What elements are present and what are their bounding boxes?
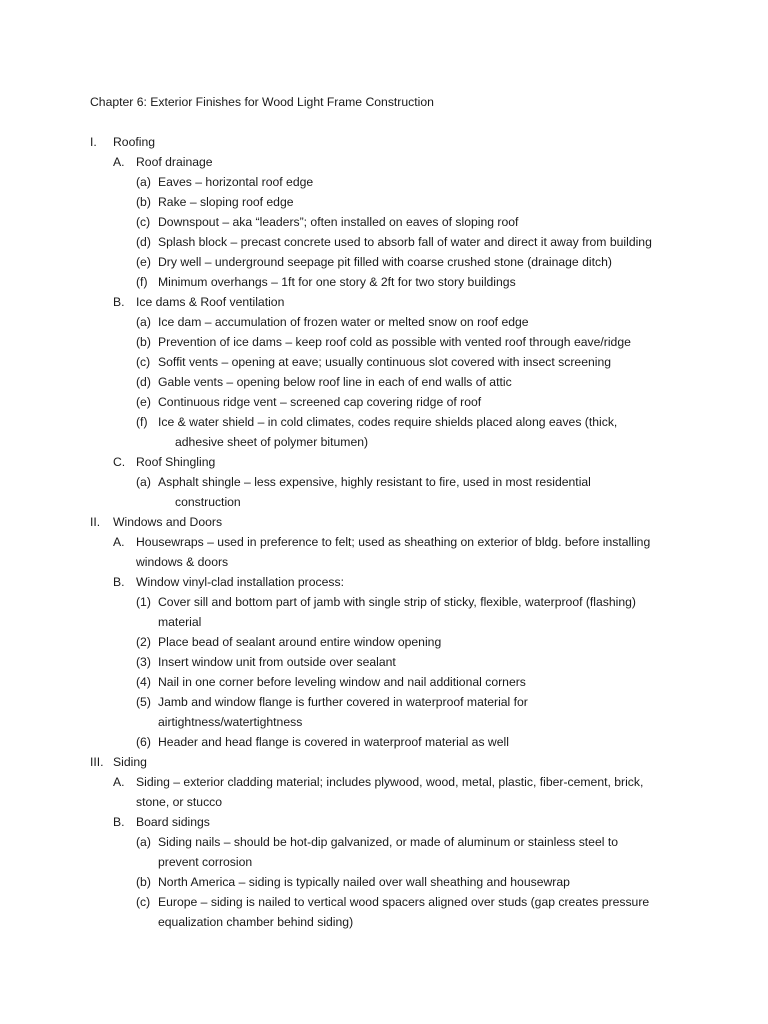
section-heading [0,512,768,532]
list-item [0,732,768,752]
list-item-text-continued: prevent corrosion [158,855,253,869]
subsection-label: Roof Shingling [136,455,216,469]
list-item-text: Nail in one corner before leveling window and nail additional corners [158,675,526,689]
list-item-text: Header and head flange is covered in waterproof material as well [158,735,509,749]
list-item-text: Jamb and window flange is further covered in waterproof material for [158,695,528,709]
outline-list [0,132,768,932]
list-item-continuation [0,432,768,452]
list-item-marker: (a) [136,835,151,849]
subsection-label-continued: windows & doors [136,555,229,569]
section-marker: III. [90,755,104,769]
list-item [0,352,768,372]
list-item-marker: (a) [136,175,151,189]
list-item-text: Insert window unit from outside over sealant [158,655,396,669]
list-item-continuation [0,492,768,512]
list-item [0,332,768,352]
list-item-text: Europe – siding is nailed to vertical wood spacers aligned over studs (gap creates pressure [158,895,650,909]
subsection-continuation [0,552,768,572]
subsection-label-continued: stone, or stucco [136,795,223,809]
list-item [0,232,768,252]
list-item-text: Ice & water shield – in cold climates, codes require shields placed along eaves (thick, [158,415,618,429]
list-item [0,872,768,892]
section-label: Windows and Doors [113,515,223,529]
list-item-text: Place bead of sealant around entire window opening [158,635,442,649]
list-item-marker: (3) [136,655,151,669]
list-item-text: Continuous ridge vent – screened cap covering ridge of roof [158,395,482,409]
subsection-heading [0,772,768,792]
list-item-marker: (e) [136,395,151,409]
list-item-marker: (b) [136,195,151,209]
list-item-marker: (b) [136,335,151,349]
list-item [0,472,768,492]
list-item-marker: (6) [136,735,151,749]
list-item-marker: (5) [136,695,151,709]
list-item-text: Eaves – horizontal roof edge [158,175,314,189]
list-item-marker: (f) [136,415,148,429]
list-item-continuation [0,712,768,732]
subsection-marker: A. [113,535,125,549]
list-item-marker: (2) [136,635,151,649]
list-item [0,212,768,232]
subsection-label: Ice dams & Roof ventilation [136,295,285,309]
subsection-heading [0,292,768,312]
list-item-text: Gable vents – opening below roof line in each of end walls of attic [158,375,512,389]
subsection-label: Roof drainage [136,155,213,169]
list-item-text: Minimum overhangs – 1ft for one story & 2ft for two story buildings [158,275,516,289]
list-item-continuation [0,912,768,932]
subsection-heading [0,812,768,832]
list-item-marker: (e) [136,255,151,269]
list-item-text-continued: material [158,615,202,629]
list-item-text: North America – siding is typically nailed over wall sheathing and housewrap [158,875,570,889]
chapter-title: Chapter 6: Exterior Finishes for Wood Light Frame Construction [90,95,434,109]
list-item-text-continued: construction [175,495,241,509]
list-item-text: Splash block – precast concrete used to absorb fall of water and direct it away from building [158,235,652,249]
list-item [0,692,768,712]
list-item [0,312,768,332]
list-item-marker: (a) [136,475,151,489]
list-item-text-continued: adhesive sheet of polymer bitumen) [175,435,369,449]
list-item-text: Asphalt shingle – less expensive, highly resistant to fire, used in most residential [158,475,591,489]
subsection-continuation [0,792,768,812]
list-item-text: Dry well – underground seepage pit filled with coarse crushed stone (drainage ditch) [158,255,612,269]
list-item [0,652,768,672]
list-item [0,372,768,392]
subsection-marker: A. [113,775,125,789]
list-item-marker: (b) [136,875,151,889]
list-item [0,272,768,292]
list-item [0,412,768,432]
list-item [0,892,768,912]
section-marker: II. [90,515,101,529]
list-item-continuation [0,852,768,872]
list-item [0,672,768,692]
subsection-label: Housewraps – used in preference to felt; used as sheathing on exterior of bldg. before installing [136,535,651,549]
list-item-marker: (a) [136,315,151,329]
subsection-marker: B. [113,815,125,829]
subsection-heading [0,452,768,472]
section-marker: I. [90,135,97,149]
subsection-marker: C. [113,455,126,469]
list-item-marker: (c) [136,355,151,369]
list-item [0,392,768,412]
list-item-marker: (c) [136,895,151,909]
section-label: Roofing [113,135,156,149]
section-label: Siding [113,755,147,769]
list-item-text: Soffit vents – opening at eave; usually continuous slot covered with insect screening [158,355,612,369]
list-item-text-continued: equalization chamber behind siding) [158,915,354,929]
list-item-text-continued: airtightness/watertightness [158,715,303,729]
subsection-heading [0,532,768,552]
list-item-text: Ice dam – accumulation of frozen water or melted snow on roof edge [158,315,529,329]
subsection-marker: B. [113,295,125,309]
subsection-heading [0,572,768,592]
subsection-label: Window vinyl-clad installation process: [136,575,344,589]
list-item-marker: (1) [136,595,151,609]
list-item-marker: (4) [136,675,151,689]
list-item-marker: (f) [136,275,148,289]
list-item-text: Rake – sloping roof edge [158,195,294,209]
subsection-heading [0,152,768,172]
list-item [0,192,768,212]
section-heading [0,132,768,152]
subsection-marker: B. [113,575,125,589]
list-item-text: Downspout – aka “leaders”; often installed on eaves of sloping roof [158,215,519,229]
list-item-marker: (c) [136,215,151,229]
list-item [0,832,768,852]
list-item [0,592,768,612]
list-item [0,172,768,192]
list-item-text: Prevention of ice dams – keep roof cold as possible with vented roof through eave/ridge [158,335,631,349]
list-item-marker: (d) [136,375,151,389]
list-item [0,632,768,652]
list-item [0,252,768,272]
list-item-continuation [0,612,768,632]
subsection-marker: A. [113,155,125,169]
section-heading [0,752,768,772]
list-item-text: Siding nails – should be hot-dip galvanized, or made of aluminum or stainless steel to [158,835,619,849]
subsection-label: Siding – exterior cladding material; includes plywood, wood, metal, plastic, fiber-cement, brick, [136,775,644,789]
list-item-marker: (d) [136,235,151,249]
subsection-label: Board sidings [136,815,210,829]
list-item-text: Cover sill and bottom part of jamb with single strip of sticky, flexible, waterproof (flashing) [158,595,636,609]
